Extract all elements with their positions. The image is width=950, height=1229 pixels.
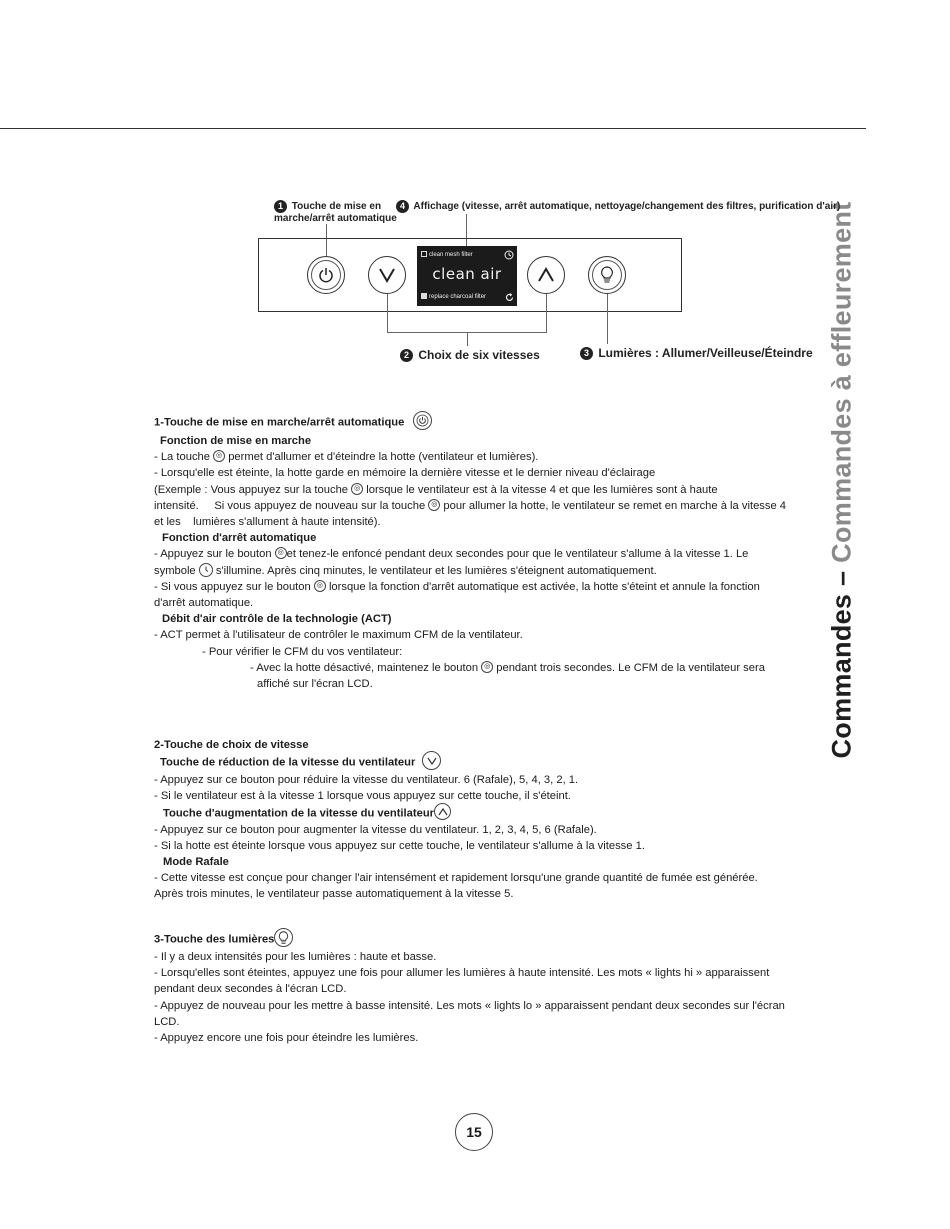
chevron-up-icon — [536, 266, 556, 284]
subheading-act: Débit d'air contrôle de la technologie (ACT) — [162, 613, 392, 626]
callout-lights-label: Lumières : Allumer/Veilleuse/Éteindre — [598, 346, 813, 360]
light-button[interactable] — [588, 256, 626, 294]
callout-power — [274, 200, 404, 225]
light-bulb-icon — [274, 928, 293, 947]
callout-lights — [580, 346, 813, 360]
clock-icon — [199, 563, 213, 577]
section-speed-title: 2-Touche de choix de vitesse — [154, 739, 309, 751]
section-lights-title: 3-Touche des lumières — [154, 933, 275, 946]
section-lights: 3-Touche des lumières - Il y a deux intensités pour les lumières : haute et basse. - Lorsqu'elles sont éteintes, appuyez une fois pour allumer les lumières à haute intensité. Les mots « lights hi » apparaissent pendant deux secondes à l'écran LCD. - Appuyez de nouveau pour les mettre à basse intensité. Les mots « lights lo » apparaissent pendant deux secondes sur l'écran LCD. - Appuyez encore une fois pour éteindre les lumières. — [154, 930, 785, 1046]
section-power-title: 1-Touche de mise en marche/arrêt automatique — [154, 416, 405, 429]
callout-speed — [400, 348, 540, 362]
power-button[interactable] — [307, 256, 345, 294]
number-badge-1: 1 — [274, 200, 287, 213]
leader-line-light — [607, 294, 608, 344]
lcd-display — [417, 246, 517, 306]
chevron-up-icon — [434, 803, 451, 820]
subheading-power-on: Fonction de mise en marche — [160, 435, 312, 447]
number-badge-2: 2 — [400, 349, 413, 362]
clock-icon — [504, 250, 514, 260]
callout-speed-label: Choix de six vitesses — [418, 348, 540, 362]
lcd-main-text: clean air — [432, 265, 502, 283]
callout-power-label: Touche de mise en marche/arrêt automatique — [274, 201, 397, 225]
power-icon: ◎ — [481, 661, 493, 673]
refresh-icon — [505, 293, 514, 302]
chevron-down-icon — [422, 751, 441, 770]
power-icon: ◎ — [213, 450, 225, 462]
side-title-grey: Commandes à effleurement — [826, 201, 857, 563]
number-badge-4: 4 — [396, 200, 409, 213]
section-speed: 2-Touche de choix de vitesse Touche de réduction de la vitesse du ventilateur - Appuyez sur ce bouton pour réduire la vitesse du ventilateur. 6 (Rafale), 5, 4, 3, 2, 1. - Si le ventilateur est à la vitesse 1 lorsque vous appuyez sur cette touche, il s'éteint. Touche d'augmentation de la vitesse du ventilateur - Appuyez sur ce bouton pour augmenter la vitesse du ventilateur. 1, 2, 3, 4, 5, 6 (Rafale). - Si la hotte est éteinte lorsque vous appuyez sur cette touche, le ventilateur s'allume à la vitesse 1. Mode Rafale - Cette vitesse est conçue pour changer l'air intensément et rapidement lorsqu'une grande quantité de fumée est générée. Après trois minutes, le ventilateur passe automatiquement à la vitesse 5. — [154, 739, 758, 901]
power-icon: ◎ — [351, 483, 363, 495]
lcd-charcoal-text: replace charcoal filter — [429, 294, 487, 300]
side-title-dark: Commandes – — [826, 562, 857, 759]
section-power: 1-Touche de mise en marche/arrêt automatique Fonction de mise en marche - La touche ◎ permet d'allumer et d'éteindre la hotte (ventilateur et lumières). - Lorsqu'elle est éteinte, la hotte garde en mémoire la dernière vitesse et le dernier niveau d'éclairage (Exemple : Vous appuyez sur la touche ◎ lorsque le ventilateur est à la vitesse 4 et que les lumières sont à haute intensité. Si vous appuyez de nouveau sur la touche ◎ pour allumer la hotte, le ventilateur se remet en marche à la vitesse 4 et les lumières s'allument à haute intensité). Fonction d'arrêt automatique - Appuyez sur le bouton ◎ et tenez-le enfoncé pendant deux secondes pour que le ventilateur s'allume à la vitesse 1. Le symbole s'illumine. Après cinq minutes, le ventilateur et les lumières s'éteignent automatiquement. - Si vous appuyez sur le bouton ◎ lorsque la fonction d'arrêt automatique est activée, la hotte s'éteint et annule la fonction d'arrêt automatique. Débit d'air contrôle de la technologie (ACT) - ACT permet à l'utilisateur de contrôler le maximum CFM de la ventilateur. - Pour vérifier le CFM du vos ventilateur: - Avec la hotte désactivé, maintenez le bouton ◎ pendant trois secondes. Le CFM de la ventilateur sera affiché sur l'écran LCD. — [154, 413, 786, 692]
callout-display — [396, 200, 841, 213]
power-icon — [413, 411, 432, 430]
callout-display-label: Affichage (vitesse, arrêt automatique, nettoyage/changement des filtres, purification d'air) — [413, 201, 841, 213]
page-number: 15 — [455, 1113, 493, 1151]
subheading-auto-off: Fonction d'arrêt automatique — [162, 532, 317, 545]
light-bulb-icon — [600, 266, 614, 284]
power-icon: ◎ — [275, 547, 287, 559]
subheading-boost: Mode Rafale — [163, 856, 229, 869]
power-icon: ◎ — [314, 580, 326, 592]
speed-up-button[interactable] — [527, 256, 565, 294]
top-rule — [0, 128, 866, 129]
chevron-down-icon — [377, 266, 397, 284]
power-icon: ◎ — [428, 499, 440, 511]
power-icon — [318, 267, 334, 283]
lcd-filter-text: clean mesh filter — [429, 252, 473, 258]
speed-down-button[interactable] — [368, 256, 406, 294]
number-badge-3: 3 — [580, 347, 593, 360]
